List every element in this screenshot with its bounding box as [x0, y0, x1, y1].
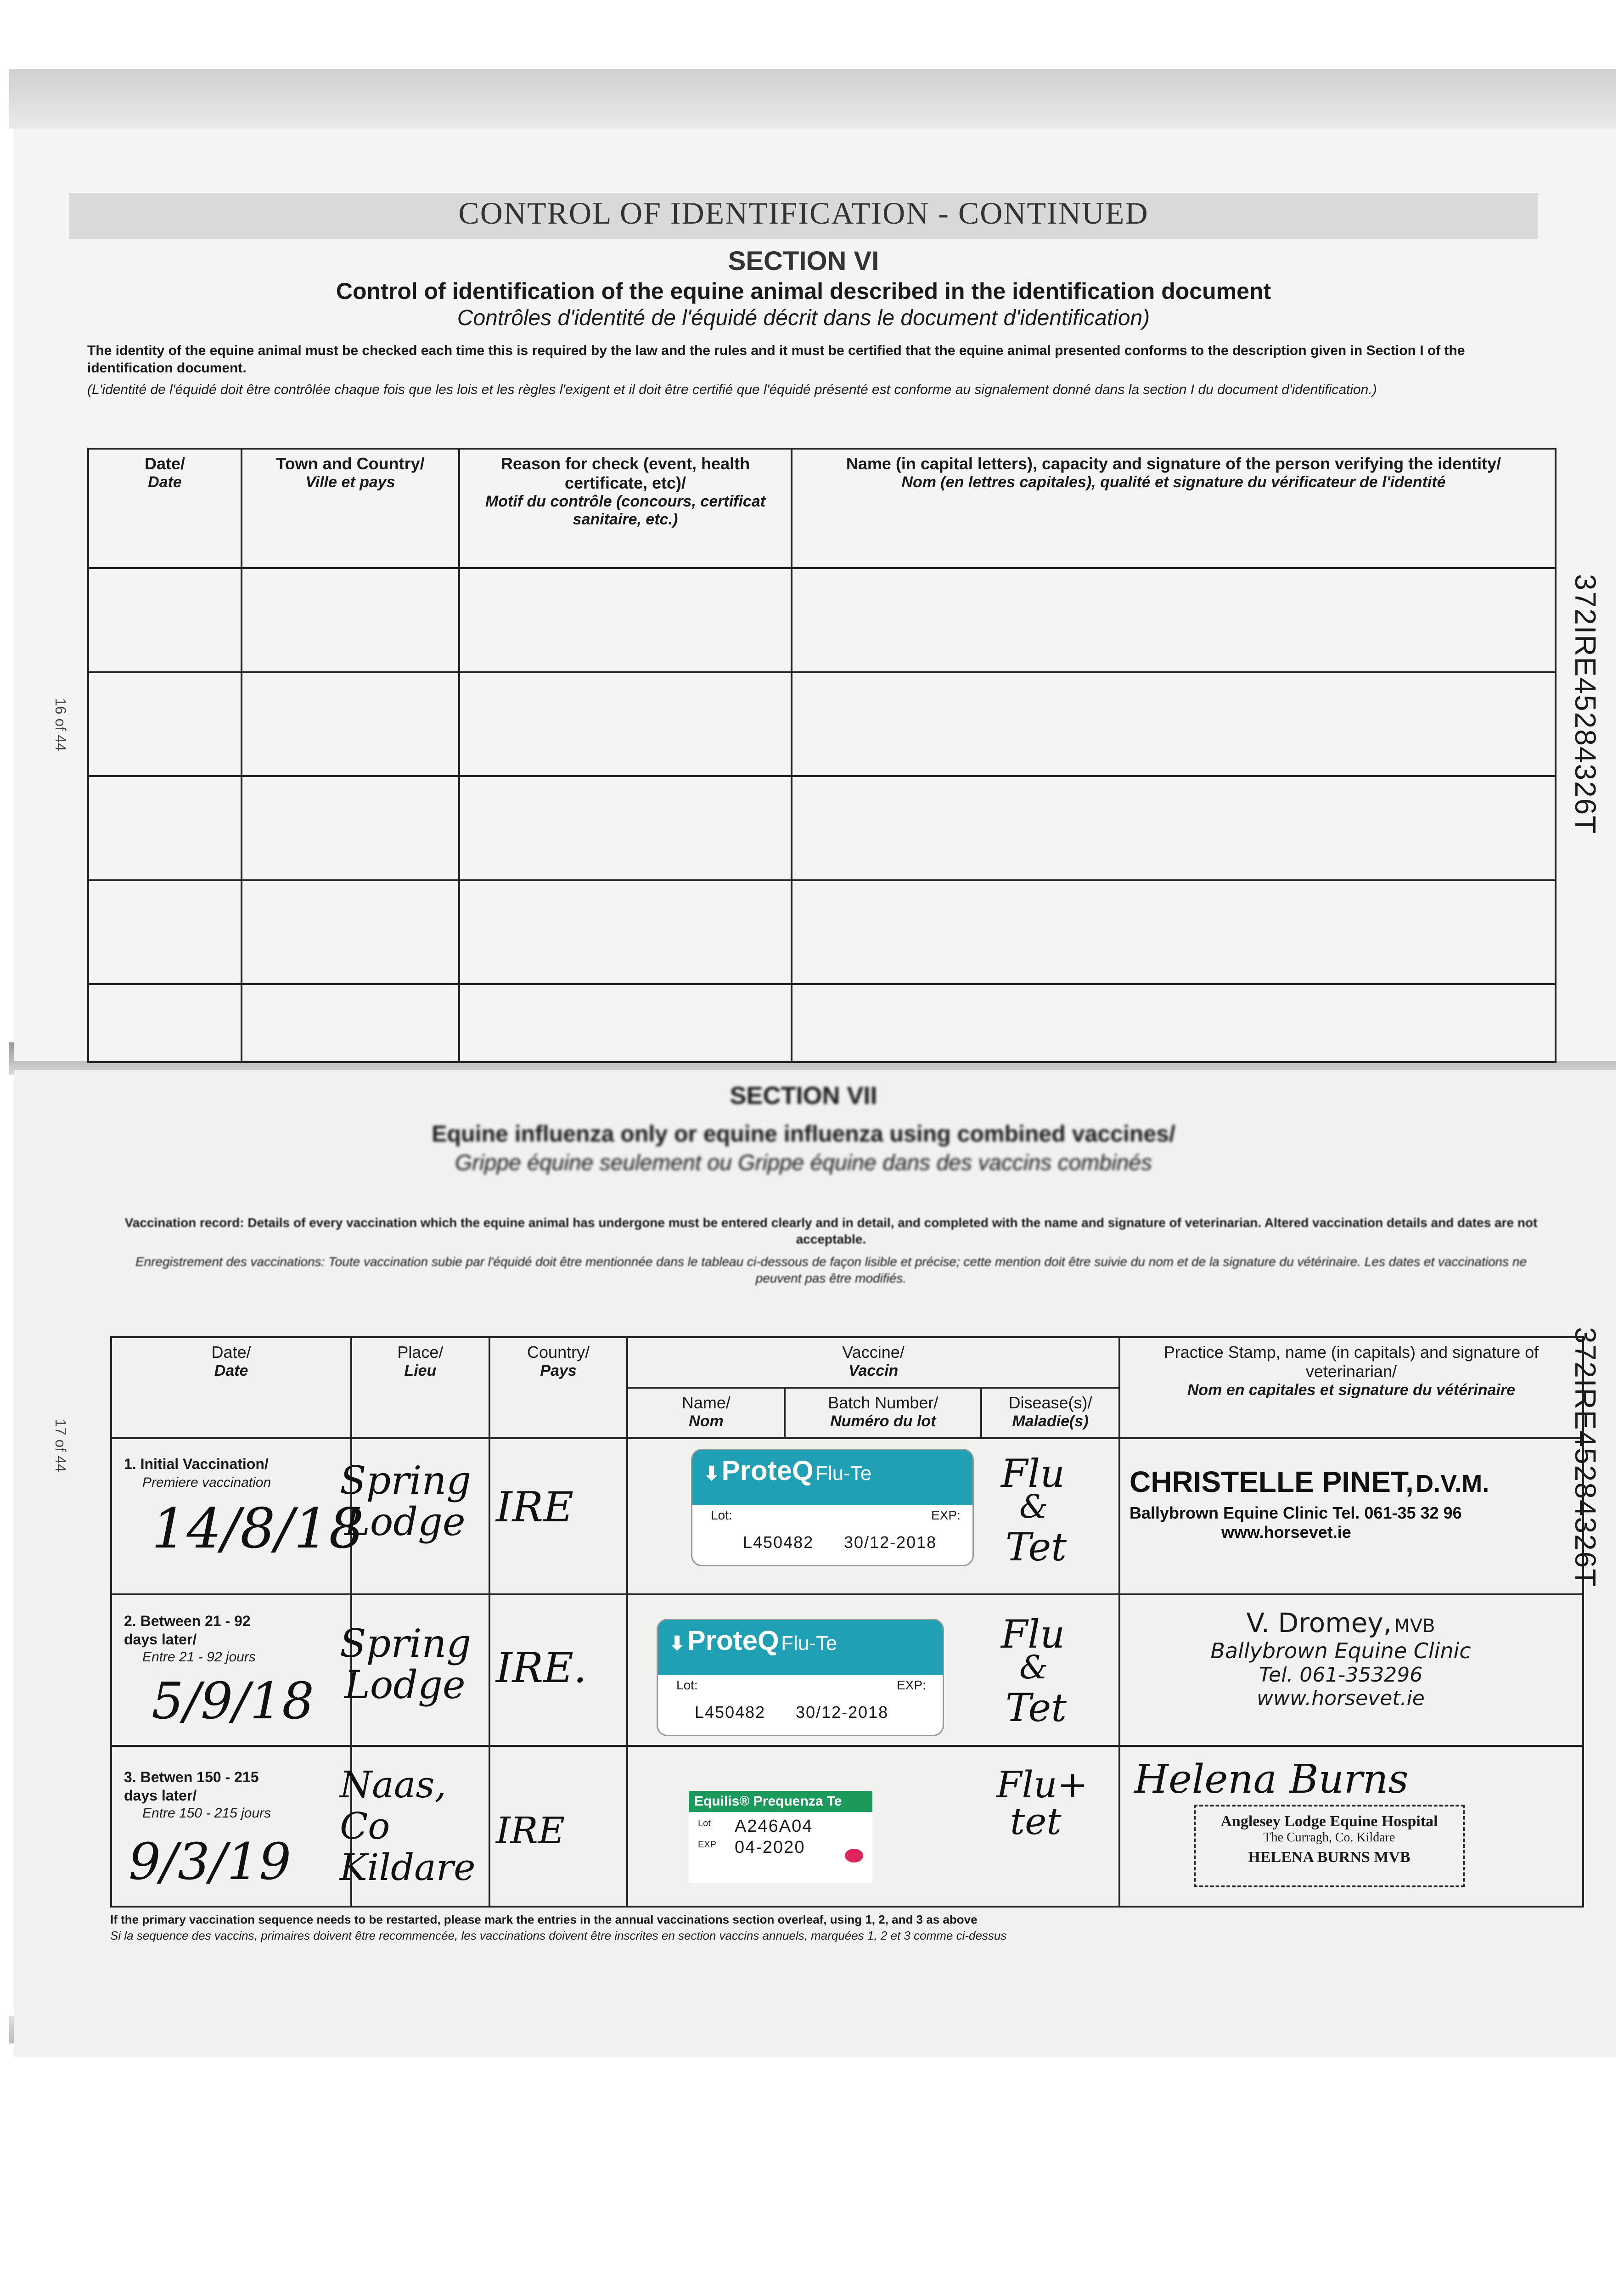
vet-name: V. Dromey,: [1246, 1607, 1392, 1638]
section-vii-title: SECTION VII: [730, 1082, 877, 1109]
row2-label-fr: Entre 21 - 92 jours: [142, 1649, 256, 1665]
row2-vet-stamp: [1129, 1607, 1552, 1710]
row2-country: IRE.: [496, 1644, 587, 1692]
vaccine-brand: ProteQ: [687, 1625, 779, 1656]
row1-label-en: 1. Initial Vaccination/: [124, 1456, 269, 1472]
lot-label: Lot:: [676, 1678, 698, 1692]
section-vi-subtitle-en: Control of identification of the equine animal described in the identification document: [336, 278, 1271, 304]
stamp-line-2: The Curragh, Co. Kildare: [1263, 1830, 1395, 1845]
lot-number: L450482: [743, 1533, 814, 1552]
row2-disease-1: Flu: [1001, 1612, 1065, 1657]
footnote-fr: Si la sequence des vaccins, primaires doivent être recommencée, les vaccinations doivent être inscrites en section vaccins annuels, marquées 1, 2 et 3 comme ci-dessus: [110, 1929, 1007, 1942]
row1-country: IRE: [496, 1483, 574, 1531]
passport-id-bottom: 372IRE45284326T: [1569, 1327, 1602, 1588]
exp-date: 30/12-2018: [796, 1703, 889, 1722]
section-vii-subtitle-en: Equine influenza only or equine influenza using combined vaccines/: [432, 1121, 1175, 1147]
lot-label: Lot:: [711, 1508, 732, 1522]
table-row: [88, 880, 1556, 984]
row3-place-line2: Co: [340, 1805, 390, 1847]
row1-disease-3: Tet: [1006, 1525, 1067, 1570]
vet-name: CHRISTELLE PINET,: [1129, 1465, 1414, 1498]
identity-check-table: [87, 448, 1557, 1063]
table-row: [88, 776, 1556, 880]
table-row: [88, 672, 1556, 776]
vet-title: MVB: [1394, 1615, 1435, 1637]
exp-date: 04-2020: [735, 1838, 805, 1857]
row2-label-en: 2. Between 21 - 92 days later/: [124, 1613, 251, 1648]
row3-place-line1: Naas,: [340, 1763, 446, 1806]
vaccine-brand: Equilis® Prequenza Te: [689, 1791, 872, 1812]
row2-date: 5/9/18: [152, 1671, 315, 1730]
col-date: Date/ Date: [88, 449, 242, 568]
page-number-17: 17 of 44: [52, 1419, 69, 1472]
vet-web: www.horsevet.ie: [1257, 1687, 1425, 1710]
table-row: [88, 568, 1556, 672]
vaccination-record-fr: Enregistrement des vaccinations: Toute vaccination subie par l'équidé doit être mentionnée dans le tableau ci-dessous de façon lisible et précise; cette mention doit être suivie du nom et de la signature du vétérinaire. Les dates et vaccinations ne peuvent pas être modifiés.: [135, 1255, 1527, 1285]
col-stamp: Practice Stamp, name (in capitals) and signature of veterinarian/ Nom en capitales et signature du vétérinaire: [1119, 1337, 1583, 1438]
row1-place-line2: Lodge: [344, 1499, 466, 1544]
vet-signature: Helena Burns: [1134, 1756, 1409, 1802]
col-town-country: Town and Country/ Ville et pays: [242, 449, 459, 568]
section-vi-title: SECTION VI: [728, 246, 879, 276]
exp-date: 30/12-2018: [844, 1533, 937, 1552]
col-vaccine: Vaccine/ Vaccin: [627, 1337, 1119, 1388]
row1-date: 14/8/18: [152, 1497, 364, 1561]
scan-shadow-top: [9, 69, 1616, 129]
row2-vaccine-label: [657, 1619, 944, 1736]
col-verifier: Name (in capital letters), capacity and signature of the person verifying the identity/ Nom (en lettres capitales), qualité et signature du vérificateur de l'identité: [792, 449, 1556, 568]
col-place: Place/ Lieu: [351, 1337, 489, 1438]
row3-place-line3: Kildare: [340, 1846, 476, 1889]
section-vi-subtitle-fr: Contrôles d'identité de l'équidé décrit dans le document d'identification): [457, 306, 1150, 330]
row3-vaccine-label: [689, 1791, 872, 1883]
row3-date: 9/3/19: [129, 1832, 292, 1891]
vet-clinic: Ballybrown Equine Clinic: [1210, 1638, 1471, 1663]
footnote-en: If the primary vaccination sequence needs to be restarted, please mark the entries in the annual vaccinations section overleaf, using 1, 2, and 3 as above: [110, 1913, 978, 1926]
stamp-line-3: HELENA BURNS MVB: [1248, 1849, 1410, 1866]
row1-label-fr: Premiere vaccination: [142, 1475, 271, 1490]
page-number-16: 16 of 44: [52, 698, 69, 751]
row3-disease-1: Flu+: [996, 1763, 1088, 1806]
vaccination-record-en: Vaccination record: Details of every vaccination which the equine animal has undergone must be entered clearly and in detail, and completed with the name and signature of veterinarian. Altered vaccination details and dates are not acceptable.: [124, 1216, 1538, 1246]
row1-vet-stamp: [1129, 1465, 1543, 1542]
col-batch: Batch Number/ Numéro du lot: [785, 1388, 981, 1438]
lot-label: Lot: [698, 1818, 711, 1829]
vet-title: D.V.M.: [1416, 1470, 1489, 1497]
col-vaccine-name: Name/ Nom: [627, 1388, 785, 1438]
col-date: Date/ Date: [111, 1337, 351, 1438]
arrow-down-icon: ⬇: [703, 1463, 720, 1484]
stamp-line-1: Anglesey Lodge Equine Hospital: [1220, 1813, 1438, 1830]
vet-clinic: Ballybrown Equine Clinic: [1129, 1503, 1328, 1522]
control-header: CONTROL OF IDENTIFICATION - CONTINUED: [458, 196, 1149, 231]
row1-vaccine-label: [691, 1449, 974, 1566]
intro-text-en: The identity of the equine animal must be checked each time this is required by the law and the rules and it must be certified that the equine animal presented conforms to the description given in Section I of the identification document.: [87, 343, 1465, 376]
row2-disease-2: &: [1019, 1649, 1048, 1686]
row2-place-line2: Lodge: [344, 1662, 466, 1707]
hospital-stamp: [1194, 1805, 1465, 1887]
red-mark: [845, 1849, 863, 1863]
table-row: [88, 984, 1556, 1062]
row1-disease-2: &: [1019, 1488, 1048, 1525]
col-country: Country/ Pays: [489, 1337, 628, 1438]
row3-label-fr: Entre 150 - 215 jours: [142, 1806, 271, 1821]
exp-label: EXP: [698, 1840, 717, 1850]
row3-label-en: 3. Betwen 150 - 215 days later/: [124, 1769, 259, 1804]
exp-label: EXP:: [897, 1678, 926, 1692]
col-disease: Disease(s)/ Maladie(s): [981, 1388, 1119, 1438]
intro-text-fr: (L'identité de l'équidé doit être contrôlée chaque fois que les lois et les règles l'exigent et il doit être certifié que l'équidé présenté est conforme au signalement donné dans la section I du document d'identification.): [87, 382, 1377, 397]
section-vii-subtitle-fr: Grippe équine seulement ou Grippe équine dans des vaccins combinés: [455, 1151, 1152, 1175]
lot-number: L450482: [695, 1703, 766, 1722]
row2-disease-3: Tet: [1006, 1685, 1067, 1730]
row1-disease-1: Flu: [1001, 1451, 1065, 1496]
exp-label: EXP:: [931, 1508, 961, 1522]
row2-place-line1: Spring: [340, 1621, 472, 1666]
vet-tel: Tel. 061-35 32 96: [1332, 1503, 1462, 1522]
vaccine-product: Flu-Te: [781, 1632, 837, 1654]
vet-tel: Tel. 061-353296: [1259, 1663, 1423, 1687]
row1-place-line1: Spring: [340, 1458, 472, 1503]
vaccine-brand: ProteQ: [721, 1455, 814, 1486]
passport-id-top: 372IRE45284326T: [1569, 574, 1602, 835]
vaccine-product: Flu-Te: [815, 1462, 872, 1485]
row3-disease-2: tet: [1010, 1800, 1062, 1843]
col-reason: Reason for check (event, health certificate, etc)/ Motif du contrôle (concours, certificat sanitaire, etc.): [459, 449, 792, 568]
row3-country: IRE: [496, 1809, 565, 1852]
vet-web: www.horsevet.ie: [1221, 1523, 1351, 1542]
lot-number: A246A04: [735, 1817, 813, 1836]
arrow-down-icon: ⬇: [669, 1632, 686, 1654]
